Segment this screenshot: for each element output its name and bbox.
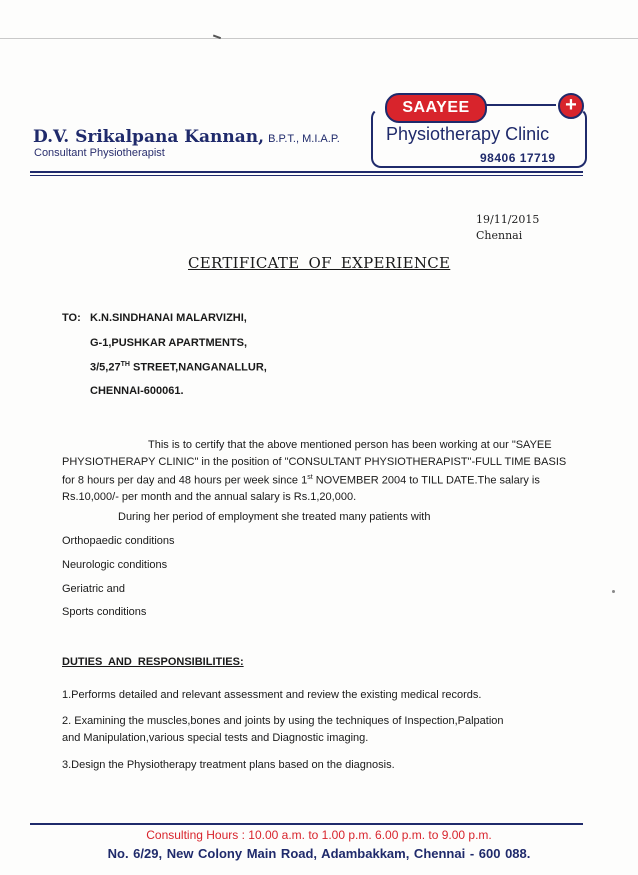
employment-paragraph: During her period of employment she treated many patients with xyxy=(118,511,431,523)
date-ordinal-suffix: st xyxy=(307,474,313,481)
scan-speck xyxy=(612,590,615,593)
duty-item: 1.Performs detailed and relevant assessment and review the existing medical records. xyxy=(62,689,482,701)
footer-divider xyxy=(30,823,583,825)
certification-paragraph xyxy=(62,437,576,506)
header-divider xyxy=(30,171,583,173)
doctor-title: Consultant Physiotherapist xyxy=(34,147,165,159)
doctor-qualifications: B.P.T., M.I.A.P. xyxy=(268,133,340,145)
letter-city: Chennai xyxy=(476,229,523,242)
scan-edge-line xyxy=(0,38,638,39)
to-label: TO: xyxy=(62,312,81,324)
certificate-title: CERTIFICATE OF EXPERIENCE xyxy=(188,254,451,272)
header-divider-thin xyxy=(30,175,583,176)
address-street-number: 3/5,27 xyxy=(90,361,121,374)
recipient-name: K.N.SINDHANAI MALARVIZHI, xyxy=(90,312,247,324)
clinic-name: Physiotherapy Clinic xyxy=(386,124,550,144)
consulting-hours: Consulting Hours : 10.00 a.m. to 1.00 p.m. 6.00 p.m. to 9.00 p.m. xyxy=(146,828,492,842)
doctor-name xyxy=(33,127,340,147)
logo-connector-line xyxy=(486,104,556,106)
duty-item: 2. Examining the muscles,bones and joints by using the techniques of Inspection,Palpation and Manipulation,various special tests and Diagnostic imaging. xyxy=(62,715,504,744)
recipient-address-line: CHENNAI-600061. xyxy=(90,385,184,397)
medical-cross-icon: + xyxy=(558,93,584,119)
certification-text: This is to certify that the above mentioned person has been working at our "SAYEE PHYSIOTHERAPY CLINIC" in the position of "CONSULTANT PHYSIOTHERAPIST"-FULL TIME BASIS for 8 hours per day and 48 hours per week since 1 xyxy=(62,439,567,487)
duties-heading: DUTIES AND RESPONSIBILITIES: xyxy=(62,656,244,668)
duty-item: 3.Design the Physiotherapy treatment plans based on the diagnosis. xyxy=(62,759,395,771)
condition-item: Neurologic conditions xyxy=(62,559,168,571)
address-ordinal-suffix: TH xyxy=(120,361,130,368)
address-street-name: STREET,NANGANALLUR, xyxy=(129,361,267,374)
certification-text-cont: NOVEMBER 2004 to TILL DATE.The salary is Rs.10,000/- per month and the annual salary is Rs.1,20,000. xyxy=(62,474,540,504)
doctor-name-text: D.V. Srikalpana Kannan, xyxy=(33,127,265,147)
condition-item: Orthopaedic conditions xyxy=(62,535,175,547)
clinic-phone: 98406 17719 xyxy=(476,151,560,165)
clinic-brand-logo: SAAYEE xyxy=(385,93,487,123)
clinic-address: No. 6/29, New Colony Main Road, Adambakkam, Chennai - 600 088. xyxy=(107,846,531,861)
letter-date: 19/11/2015 xyxy=(476,213,540,226)
recipient-address-line xyxy=(90,361,267,374)
condition-item: Geriatric and xyxy=(62,583,125,595)
recipient-address-line: G-1,PUSHKAR APARTMENTS, xyxy=(90,337,248,349)
condition-item: Sports conditions xyxy=(62,606,147,618)
